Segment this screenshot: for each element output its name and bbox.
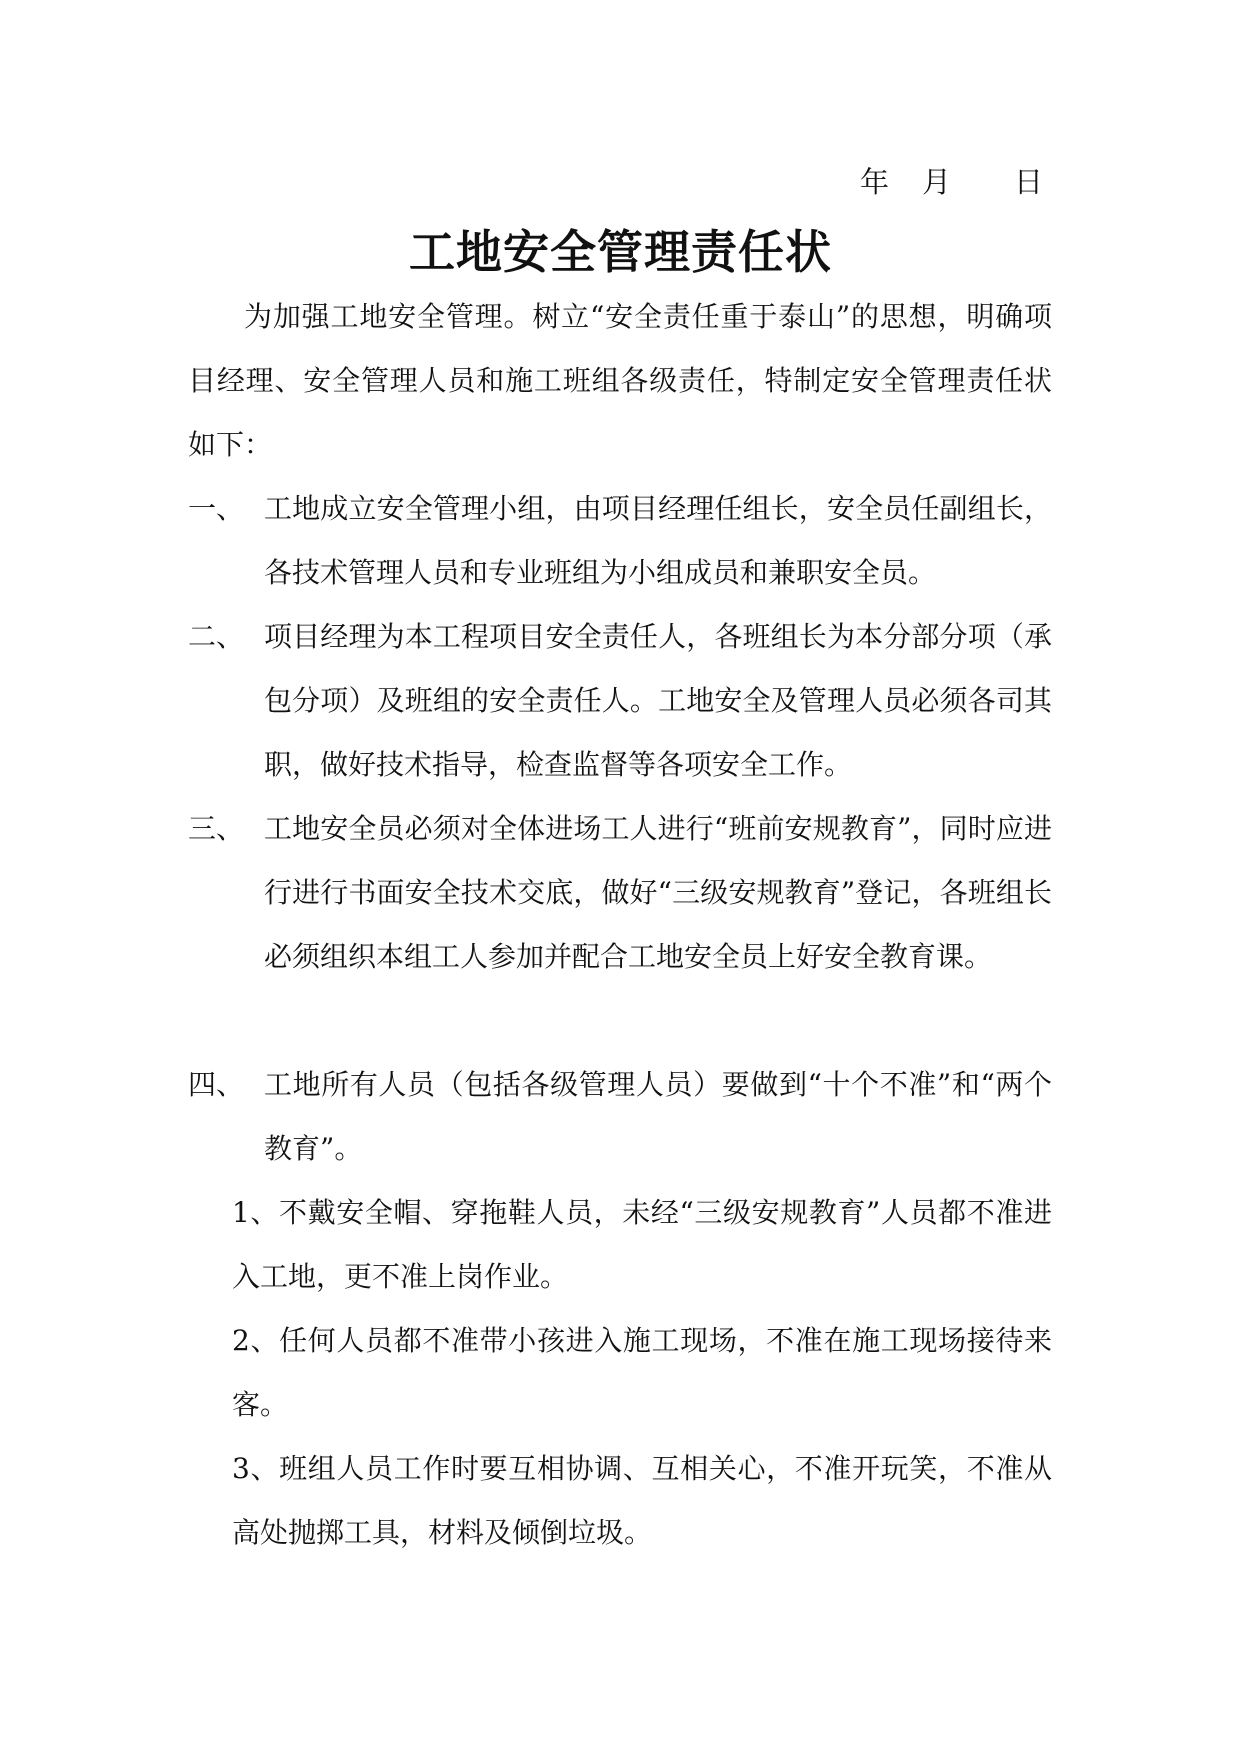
intro-paragraph: 为加强工地安全管理。树立“安全责任重于泰山”的思想，明确项目经理、安全管理人员和施工班组各级责任，特制定安全管理责任状如下： bbox=[188, 300, 1052, 461]
clause-text: 工地安全员必须对全体进场工人进行“班前安规教育”，同时应进行进行书面安全技术交底，做好“三级安规教育”登记，各班组长必须组织本组工人参加并配合工地安全员上好安全教育课。 bbox=[264, 812, 1052, 973]
rule-item-3: 3、班组人员工作时要互相协调、互相关心，不准开玩笑，不准从高处抛掷工具，材料及倾倒垃圾。 bbox=[232, 1452, 1052, 1549]
rule-item-2: 2、任何人员都不准带小孩进入施工现场，不准在施工现场接待来客。 bbox=[232, 1324, 1052, 1421]
clause-number: 一、 bbox=[188, 492, 245, 525]
clause-3 bbox=[188, 797, 1052, 989]
rule-item-1: 1、不戴安全帽、穿拖鞋人员，未经“三级安规教育”人员都不准进入工地，更不准上岗作业。 bbox=[232, 1196, 1052, 1293]
clause-number: 四、 bbox=[188, 1068, 245, 1101]
date-month: 月 bbox=[922, 165, 952, 199]
clause-number: 二、 bbox=[188, 620, 245, 653]
document-title: 工地安全管理责任状 bbox=[409, 225, 832, 279]
clause-number: 三、 bbox=[188, 812, 245, 845]
clause-1 bbox=[188, 477, 1052, 605]
date-year: 年 bbox=[860, 165, 890, 199]
date-line bbox=[860, 162, 1043, 202]
clause-text: 工地成立安全管理小组，由项目经理任组长，安全员任副组长，各技术管理人员和专业班组为小组成员和兼职安全员。 bbox=[264, 492, 1052, 589]
clause-4 bbox=[188, 1053, 1052, 1181]
clause-text: 工地所有人员（包括各级管理人员）要做到“十个不准”和“两个教育”。 bbox=[264, 1068, 1052, 1165]
clause-2 bbox=[188, 605, 1052, 797]
clause-text: 项目经理为本工程项目安全责任人，各班组长为本分部分项（承包分项）及班组的安全责任人。工地安全及管理人员必须各司其职，做好技术指导，检查监督等各项安全工作。 bbox=[264, 620, 1052, 781]
date-day: 日 bbox=[1014, 165, 1044, 199]
